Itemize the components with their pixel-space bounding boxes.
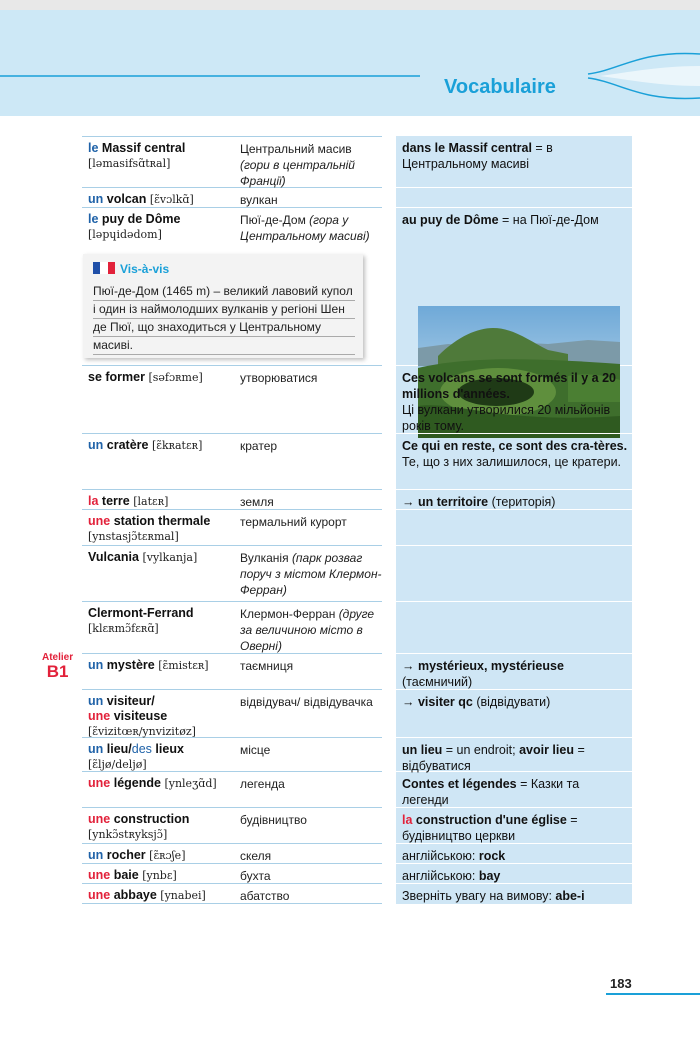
vocab-french: une construction [ynkɔ̃stʀyksjɔ̃]: [88, 812, 190, 841]
vocab-ukrainian: кратер: [240, 439, 278, 453]
example-row: [396, 808, 632, 844]
vocab-french: la terre [latɛʀ]: [88, 494, 169, 508]
header-decoration: [0, 10, 700, 116]
example-text: Contes et légendes = Казки та легенди: [402, 777, 580, 807]
example-row: [396, 546, 632, 602]
vocab-row: [82, 844, 382, 864]
vocab-ukrainian: Центральний масив (гори в центральній Франції): [240, 142, 355, 188]
vocab-french: un volcan [ɛ̃vɔlkɑ̃]: [88, 192, 194, 206]
vocab-row: [82, 884, 382, 904]
vocab-row: [82, 808, 382, 844]
example-text: → visiter qc (відвідувати): [402, 695, 551, 709]
vocab-ukrainian: будівництво: [240, 813, 307, 827]
page-title: Vocabulaire: [444, 76, 556, 98]
vocab-ukrainian: термальний курорт: [240, 515, 347, 529]
example-text: dans le Massif central = в Центральному масиві: [402, 141, 553, 171]
vocab-row: [82, 738, 382, 772]
vocab-french: le Massif central [ləmasifsɑ̃tʀal]: [88, 141, 186, 170]
vis-a-vis-box: [83, 254, 363, 358]
vocab-ukrainian: Вулканія (парк розваг поруч з містом Клермон-Ферран): [240, 551, 382, 597]
vocab-ukrainian: відвідувач/ відвідувачка: [240, 695, 373, 709]
vocab-row: [82, 490, 382, 510]
vocab-row: [82, 434, 382, 490]
vocab-ukrainian: земля: [240, 495, 274, 509]
example-text: Ce qui en reste, ce sont des cra-tères. Те, що з них залишилося, це кратери.: [402, 439, 628, 469]
vocab-french: un lieu/des lieux [ɛ̃ljø/deljø]: [88, 742, 184, 771]
vocab-french: Vulcania [vylkanja]: [88, 550, 198, 564]
vocab-french: une station thermale [ynstasjɔ̃tɛʀmal]: [88, 514, 211, 543]
example-row: [396, 884, 632, 904]
example-text: Зверніть увагу на вимову: abe-i: [402, 889, 585, 903]
vocab-row: [82, 654, 382, 690]
example-text: → un territoire (територія): [402, 495, 556, 509]
example-text: англійською: rock: [402, 849, 506, 863]
vocab-right-column: [396, 136, 632, 904]
vocab-ukrainian: легенда: [240, 777, 285, 791]
example-row: [396, 690, 632, 738]
vocab-ukrainian: Пюї-де-Дом (гора у Центральному масиві): [240, 213, 370, 243]
example-text: un lieu = un endroit; avoir lieu = відбуватися: [402, 743, 585, 773]
french-flag-icon: [93, 262, 115, 274]
vocab-row: [82, 510, 382, 546]
vocab-french: un mystère [ɛ̃mistɛʀ]: [88, 658, 209, 672]
example-row: [396, 366, 632, 434]
example-text: англійською: bay: [402, 869, 501, 883]
example-row: [396, 490, 632, 510]
example-row: [396, 772, 632, 808]
vocab-ukrainian: утворюватися: [240, 371, 318, 385]
vocab-french: une baie [ynbɛ]: [88, 868, 177, 882]
example-row: [396, 864, 632, 884]
example-row: [396, 738, 632, 772]
vocab-french: le puy de Dôme [ləpɥidədom]: [88, 212, 181, 241]
vocab-row: [82, 690, 382, 738]
vocab-ukrainian: таємниця: [240, 659, 294, 673]
example-row: [396, 602, 632, 654]
vocab-row: [82, 366, 382, 434]
vocab-ukrainian: місце: [240, 743, 271, 757]
example-row: [396, 188, 632, 208]
atelier-marker: [42, 652, 73, 681]
example-row: [396, 136, 632, 188]
vis-a-vis-header: Vis-à-vis: [93, 262, 169, 276]
vocab-french: un rocher [ɛ̃ʀɔʃe]: [88, 848, 186, 862]
vocab-ukrainian: абатство: [240, 889, 290, 903]
vocab-row: [82, 864, 382, 884]
example-row: [396, 510, 632, 546]
vocab-french: un visiteur/ une visiteuse [ɛ̃vizitœʀ/ynvizitøz]: [88, 694, 196, 738]
vocab-row: [82, 136, 382, 188]
vocab-french: Clermont-Ferrand [klɛʀmɔ̃fɛʀɑ̃]: [88, 606, 194, 635]
example-row: [396, 654, 632, 690]
page-number: 183: [610, 976, 632, 991]
example-row: [396, 208, 632, 366]
page-header: [0, 10, 700, 116]
example-text: → mystérieux, mystérieuse (таємничий): [402, 659, 564, 689]
vocab-french: un cratère [ɛ̃kʀatɛʀ]: [88, 438, 203, 452]
vocab-ukrainian: вулкан: [240, 193, 278, 207]
vocab-ukrainian: бухта: [240, 869, 271, 883]
example-text: au puy de Dôme = на Пюї-де-Дом: [402, 213, 599, 227]
example-text: la construction d'une église = будівництво церкви: [402, 813, 578, 843]
vocab-ukrainian: Клермон-Ферран (друге за величиною місто в Оверні): [240, 607, 375, 653]
vis-a-vis-text: Пюї-де-Дом (1465 m) – великий лавовий купол і один із наймолодших вулканів у регіоні Шен де Пюї, що знаходиться у Центральному масиві.: [93, 284, 353, 352]
top-strip: [0, 0, 700, 10]
vocab-row: [82, 188, 382, 208]
vocab-french: se former [səfɔʀme]: [88, 370, 203, 384]
vocab-french: une légende [ynleʒɑ̃d]: [88, 776, 217, 790]
page-number-bar: [606, 993, 700, 995]
atelier-code: B1: [46, 662, 69, 681]
example-row: [396, 434, 632, 490]
vocab-row: [82, 546, 382, 602]
vocab-row: [82, 772, 382, 808]
example-text: Ces volcans se sont formés il y a 20 millions d'années. Ці вулкани утворилися 20 мільйонів років тому.: [402, 371, 616, 433]
example-row: [396, 844, 632, 864]
vocab-ukrainian: скеля: [240, 849, 272, 863]
atelier-label: Atelier: [42, 652, 74, 663]
vocab-row: [82, 602, 382, 654]
vocab-french: une abbaye [ynabei]: [88, 888, 206, 902]
note-line: [93, 354, 355, 355]
